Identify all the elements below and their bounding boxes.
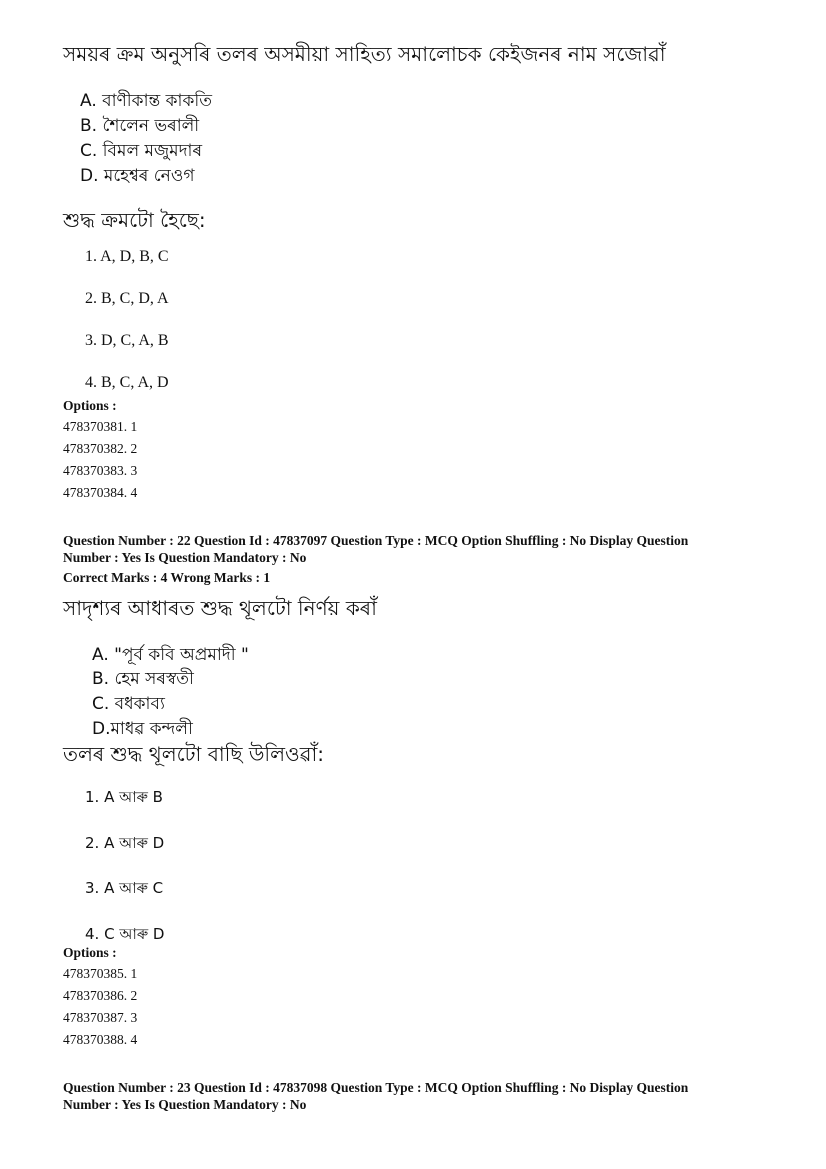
q22-choice-3: 3. A আৰু C [85, 879, 164, 897]
q22-choice-1: 1. A আৰু B [85, 788, 163, 806]
q23-meta-line2: Number : Yes Is Question Mandatory : No [63, 1097, 307, 1112]
q21-option-id-1: 478370381. 1 [63, 419, 138, 434]
q22-meta-line1: Question Number : 22 Question Id : 47837097 Question Type : MCQ Option Shuffling : No Display Question [63, 533, 689, 548]
q21-option-id-4: 478370384. 4 [63, 485, 138, 500]
q22-statement-d: D.মাধৱ কন্দলী [92, 719, 193, 739]
q22-prompt: তলৰ শুদ্ধ থূলটো বাছি উলিওৱাঁ: [63, 742, 325, 766]
q22-option-id-3: 478370387. 3 [63, 1010, 138, 1025]
q22-statement-a: A. "পূৰ্ব কবি অপ্ৰমাদী " [92, 645, 249, 665]
q22-marks: Correct Marks : 4 Wrong Marks : 1 [63, 570, 271, 585]
q23-meta [63, 1079, 763, 1113]
q22-options-label: Options : [63, 945, 117, 960]
q22-question: সাদৃশ্যৰ আধাৰত শুদ্ধ থূলটো নিৰ্ণয় কৰাঁ [63, 596, 377, 620]
q21-options-label: Options : [63, 398, 117, 413]
q21-statement-b: B. শৈলেন ভৰালী [80, 116, 200, 136]
q22-choice-2: 2. A আৰু D [85, 834, 165, 852]
q21-statement-c: C. বিমল মজুমদাৰ [80, 141, 203, 161]
q22-option-id-1: 478370385. 1 [63, 966, 138, 981]
q21-option-id-3: 478370383. 3 [63, 463, 138, 478]
q22-option-id-2: 478370386. 2 [63, 988, 138, 1003]
q22-option-id-4: 478370388. 4 [63, 1032, 138, 1047]
q23-meta-line1: Question Number : 23 Question Id : 47837098 Question Type : MCQ Option Shuffling : No Display Question [63, 1080, 689, 1095]
q21-choice-1: 1. A, D, B, C [85, 248, 169, 265]
q22-statement-c: C. বধকাব্য [92, 694, 165, 714]
q22-meta [63, 532, 763, 586]
q22-choice-4: 4. C আৰু D [85, 925, 165, 943]
q21-option-id-2: 478370382. 2 [63, 441, 138, 456]
q21-statement-d: D. মহেশ্বৰ নেওগ [80, 166, 195, 186]
q21-choice-4: 4. B, C, A, D [85, 374, 169, 391]
q21-statement-a: A. বাণীকান্ত কাকতি [80, 91, 212, 111]
q21-choice-3: 3. D, C, A, B [85, 332, 169, 349]
q21-choice-2: 2. B, C, D, A [85, 290, 169, 307]
q21-question: সময়ৰ ক্ৰম অনুসৰি তলৰ অসমীয়া সাহিত্য সমালোচক কেইজনৰ নাম সজোৱাঁ [63, 42, 666, 66]
q22-statement-b: B. হেম সৰস্বতী [92, 669, 194, 689]
q22-meta-line2: Number : Yes Is Question Mandatory : No [63, 550, 307, 565]
q21-prompt: শুদ্ধ ক্ৰমটো হৈছে: [63, 208, 206, 232]
